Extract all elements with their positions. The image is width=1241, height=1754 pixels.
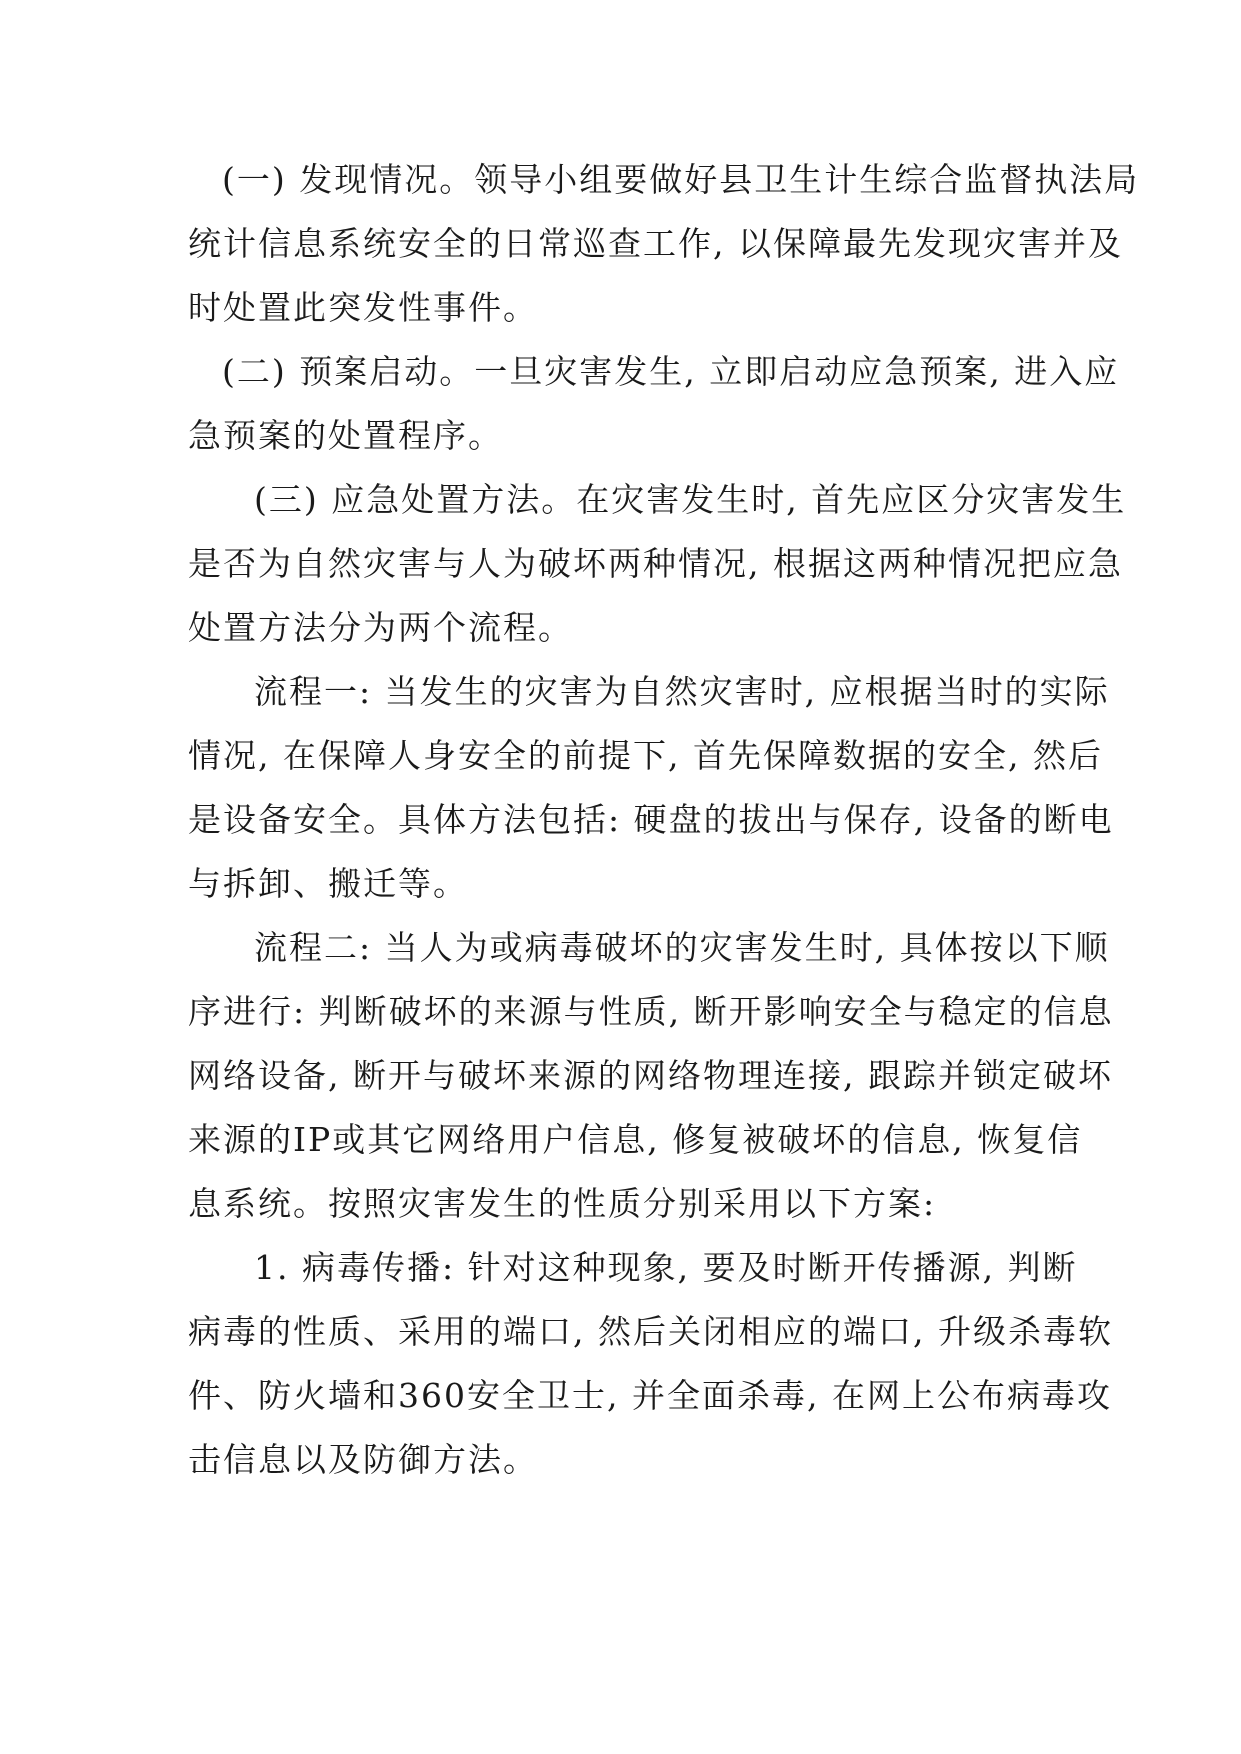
- paragraph-6-line-3: 件、防火墙和360安全卫士, 并全面杀毒, 在网上公布病毒攻: [188, 1376, 1112, 1415]
- paragraph-4-line-1: 流程一: 当发生的灾害为自然灾害时, 应根据当时的实际: [254, 672, 1110, 711]
- paragraph-2-line-2: 急预案的处置程序。: [188, 416, 503, 455]
- paragraph-6-line-4: 击信息以及防御方法。: [188, 1440, 538, 1479]
- paragraph-5-line-1: 流程二: 当人为或病毒破坏的灾害发生时, 具体按以下顺: [254, 928, 1110, 967]
- paragraph-6-line-1: 1. 病毒传播: 针对这种现象, 要及时断开传播源, 判断: [254, 1248, 1078, 1287]
- paragraph-1-line-3: 时处置此突发性事件。: [188, 288, 538, 327]
- paragraph-2-line-1: (二) 预案启动。一旦灾害发生, 立即启动应急预案, 进入应: [222, 352, 1120, 391]
- paragraph-5-line-4: 来源的IP或其它网络用户信息, 修复被破坏的信息, 恢复信: [188, 1120, 1083, 1159]
- paragraph-3-line-3: 处置方法分为两个流程。: [188, 608, 573, 647]
- paragraph-5-line-3: 网络设备, 断开与破坏来源的网络物理连接, 跟踪并锁定破坏: [188, 1056, 1113, 1095]
- paragraph-4-line-2: 情况, 在保障人身安全的前提下, 首先保障数据的安全, 然后: [188, 736, 1103, 775]
- paragraph-4-line-3: 是设备安全。具体方法包括: 硬盘的拔出与保存, 设备的断电: [188, 800, 1114, 839]
- paragraph-5-line-5: 息系统。按照灾害发生的性质分别采用以下方案:: [188, 1184, 937, 1223]
- paragraph-5-line-2: 序进行: 判断破坏的来源与性质, 断开影响安全与稳定的信息: [188, 992, 1114, 1031]
- paragraph-4-line-4: 与拆卸、搬迁等。: [188, 864, 468, 903]
- paragraph-3-line-2: 是否为自然灾害与人为破坏两种情况, 根据这两种情况把应急: [188, 544, 1123, 583]
- paragraph-1-line-2: 统计信息系统安全的日常巡查工作, 以保障最先发现灾害并及: [188, 224, 1123, 263]
- paragraph-6-line-2: 病毒的性质、采用的端口, 然后关闭相应的端口, 升级杀毒软: [188, 1312, 1113, 1351]
- paragraph-1-line-1: (一) 发现情况。领导小组要做好县卫生计生综合监督执法局: [222, 160, 1140, 199]
- paragraph-3-line-1: (三) 应急处置方法。在灾害发生时, 首先应区分灾害发生: [254, 480, 1127, 519]
